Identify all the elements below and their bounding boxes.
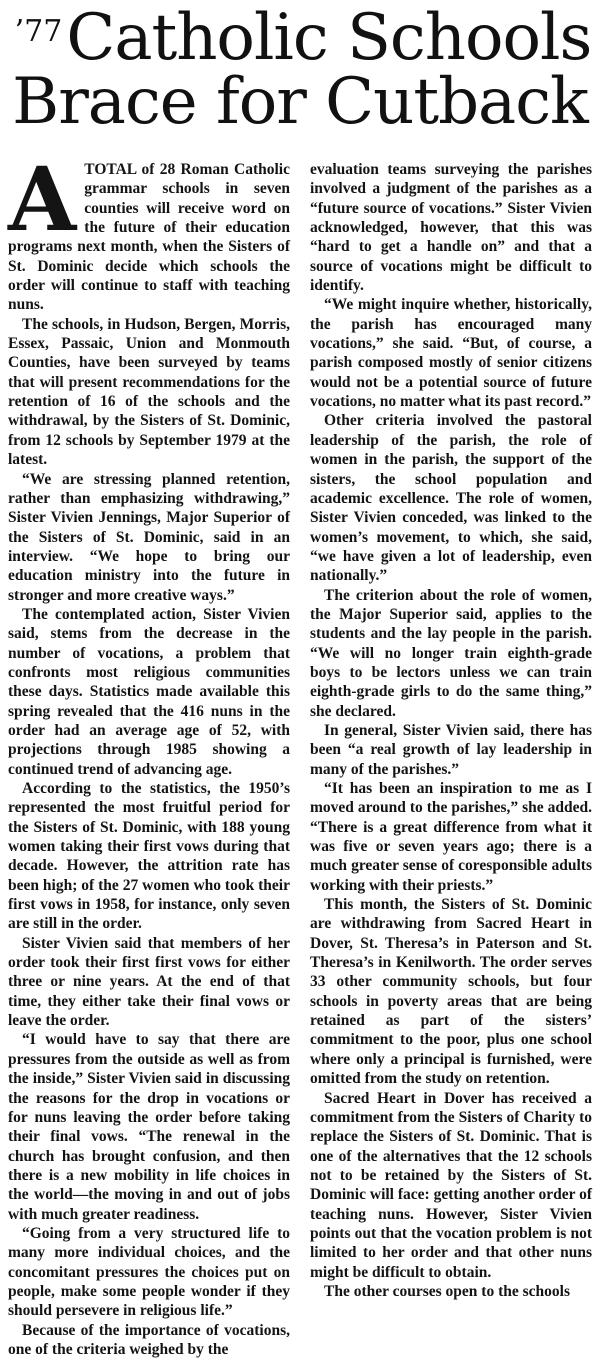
headline-line-1 xyxy=(0,1,600,75)
paragraph: Sacred Heart in Dover has received a commitment from the Sisters of Charity to replace the Sisters of St. Dominic. That is one of the alternatives that the 12 schools not to be retained by the Sisters of St. Dominic will face: getting another order of teaching nuns. However, Sister Vivien points out that the vocation problem is not limited to her order and that other nuns might be difficult to obtain. xyxy=(310,1089,592,1281)
headline xyxy=(0,1,600,139)
paragraph: “We might inquire whether, historically, the parish has encouraged many vocations,” she said. “But, of course, a parish composed mostly of senior citizens would not be a potential source of future vocations, no matter what its past record.” xyxy=(310,296,592,411)
paragraph: This month, the Sisters of St. Dominic are withdrawing from Sacred Heart in Dover, St. Theresa’s in Paterson and St. Theresa’s in Kenilworth. The order serves 33 other community schools, but four schools in poverty areas that are being retained as part of the sisters’ commitment to the poor, plus one school where only a principal is furnished, were omitted from the study on retention. xyxy=(310,896,592,1088)
paragraph: “Going from a very structured life to many more individual choices, and the concomitant pressures the choices put on people, make some people wonder if they should persevere in religious life.” xyxy=(8,1224,290,1320)
headline-year: ’77 xyxy=(14,14,63,49)
paragraph: “It has been an inspiration to me as I moved around to the parishes,” she added. “There is a great difference from what it was five or seven years ago; there is a much greater sense of coresponsible adults working with their priests.” xyxy=(310,780,592,894)
paragraph: Because of the importance of vocations, one of the criteria weighed by the xyxy=(8,1321,290,1358)
column-left xyxy=(8,147,290,1358)
paragraph: The other courses open to the schools xyxy=(324,1282,570,1300)
column-right xyxy=(310,160,592,1300)
lead-text: TOTAL of 28 Roman Catholic grammar schools in seven counties will receive word on the future of their education programs next month, when the Sisters of St. Dominic decide which schools the order will continue to staff with teaching nuns. xyxy=(8,161,290,314)
paragraph: “I would have to say that there are pressures from the outside as well as from the inside,” Sister Vivien said in discussing the reasons for the drop in vocations or for nuns leaving the order before taking their final vows. “The renewal in the church has brought confusion, and then there is a new mobility in life choices in the world—the moving in and out of jobs with much greater readiness. xyxy=(8,1031,290,1223)
paragraph-continued: evaluation teams surveying the parishes involved a judgment of the parishes as a “future source of vocations.” Sister Vivien acknowledged, however, that this was “hard to get a handle on” and that a source of vocations might be difficult to identify. xyxy=(310,161,592,295)
lead-paragraph xyxy=(8,147,290,315)
headline-text-1: Catholic Schools xyxy=(66,1,592,75)
paragraph: Other criteria involved the pastoral leadership of the parish, the role of women in the parish, the support of the sisters, the school population and academic excellence. The role of women, Sister Vivien conceded, was linked to the women’s movement, to which, she said, “we have given a lot of leadership, even nationally.” xyxy=(310,412,592,585)
paragraph: In general, Sister Vivien said, there has been “a real growth of lay leadership in many of the parishes.” xyxy=(310,721,592,778)
paragraph: According to the statistics, the 1950’s represented the most fruitful period for the Sisters of St. Dominic, with 188 young women taking their first vows during that decade. However, the attrition rate has been high; of the 27 women who took their first vows in 1958, for instance, only seven are still in the order. xyxy=(8,780,290,933)
drop-cap: A xyxy=(8,147,77,251)
article-body xyxy=(8,147,592,1358)
paragraph: The schools, in Hudson, Bergen, Morris, Essex, Passaic, Union and Monmouth Counties, have been surveyed by teams that will present recommendations for the retention of 16 of the schools and the withdrawal, by the Sisters of St. Dominic, from 12 schools by September 1979 at the latest. xyxy=(8,315,290,469)
paragraph: The contemplated action, Sister Vivien said, stems from the decrease in the number of vocations, a problem that confronts most religious communities these days. Statistics made available this spring revealed that the 416 nuns in the order had an average age of 52, with projections through 1985 showing a continued trend of advancing age. xyxy=(8,605,290,778)
headline-line-2: Brace for Cutback xyxy=(12,65,588,139)
paragraph: “We are stressing planned retention, rather than emphasizing withdrawing,” Sister Vivien Jennings, Major Superior of the Sisters of St. Dominic, said in an interview. “We hope to bring our education ministry into the future in stronger and more creative ways.” xyxy=(8,470,290,604)
paragraph: The criterion about the role of women, the Major Superior said, applies to the students and the lay people in the parish. “We will no longer train eighth-grade boys to be lectors unless we can train eighth-grade girls to do the same thing,” she declared. xyxy=(310,586,592,720)
paragraph: Sister Vivien said that members of her order took their first first vows for either three or nine years. At the end of that time, they either take their final vows or leave the order. xyxy=(8,934,290,1030)
